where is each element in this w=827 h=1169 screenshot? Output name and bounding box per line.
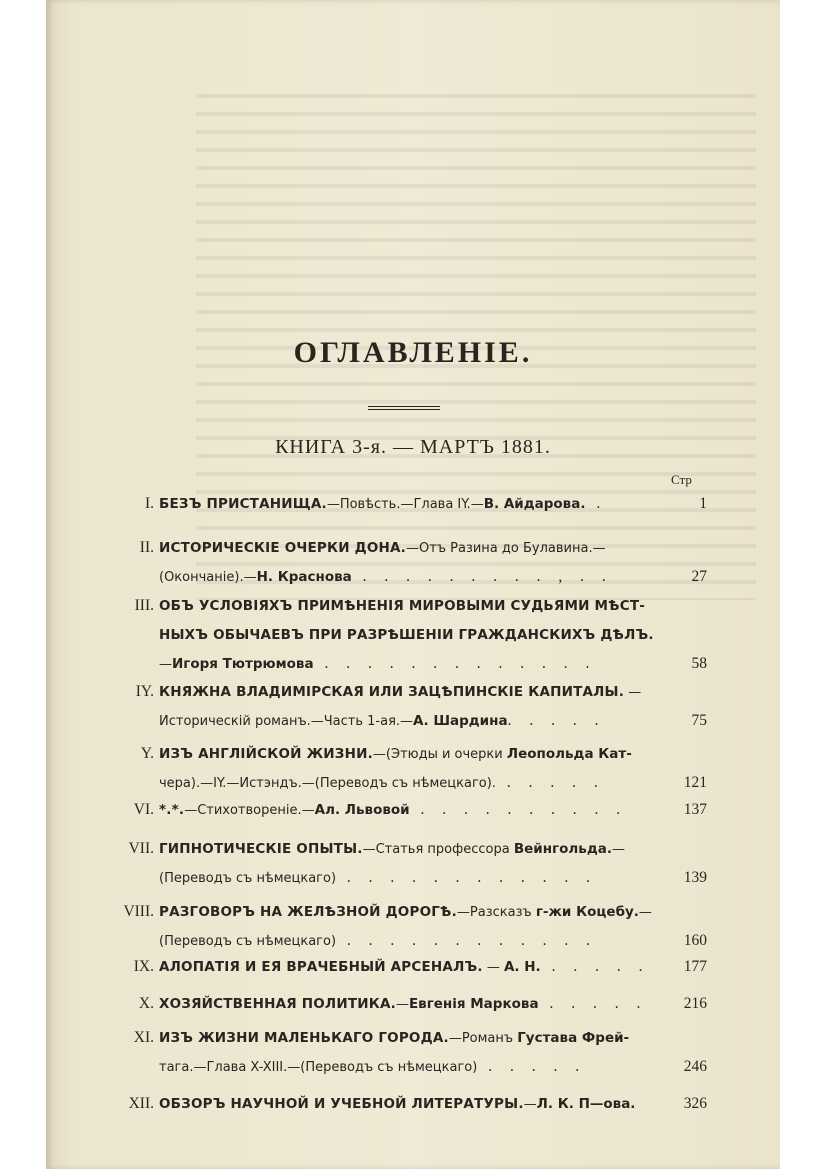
entry-description: —Разсказъ [456, 905, 536, 920]
toc-entry [106, 739, 716, 797]
entry-title: АЛОПАТІЯ И ЕЯ ВРАЧЕБНЫЙ АРСЕНАЛЪ. [159, 959, 483, 975]
leader-dots: . . . . . . . . . . [409, 801, 628, 818]
entry-page-number: 58 [691, 655, 707, 672]
entry-page-number: 1 [699, 495, 707, 512]
entry-author: А. Н. [503, 959, 541, 975]
entry-line [159, 562, 659, 592]
entry-number: I. [144, 495, 154, 512]
toc-entry [106, 489, 716, 518]
entry-description: (Переводъ съ нѣмецкаго) [159, 871, 337, 886]
entry-title: КНЯЖНА ВЛАДИМІРСКАЯ ИЛИ ЗАЦѢПИНСКІЕ КАПИТАЛЫ. [159, 684, 625, 700]
entry-title: ИЗЪ ЖИЗНИ МАЛЕНЬКАГО ГОРОДА. [159, 1030, 449, 1046]
entry-line [159, 677, 659, 707]
leader-dots: . . . . . [495, 774, 605, 791]
entry-line [159, 620, 659, 650]
entry-title: ГИПНОТИЧЕСКІЕ ОПЫТЫ. [159, 841, 363, 857]
leader-dots: . . . . . . . . . . . . [336, 932, 598, 949]
entry-page-number: 216 [683, 995, 707, 1012]
entry-title: *.*. [159, 802, 185, 818]
entry-title: ИЗЪ АНГЛІЙСКОЙ ЖИЗНИ. [159, 746, 373, 762]
entry-title: НЫХЪ ОБЫЧАЕВЪ ПРИ РАЗРѢШЕНІИ ГРАЖДАНСКИХЪ ДѢЛЪ. [159, 627, 654, 643]
leader-dots: . . . . . . . . . . . . . [313, 655, 597, 672]
entry-number: X. [138, 995, 154, 1012]
book-heading: КНИГА 3-я. — МАРТЪ 1881. [275, 436, 551, 458]
toc-entry [106, 834, 716, 892]
entry-line [159, 706, 659, 736]
entry-page-number: 177 [683, 958, 707, 975]
entry-title: ИСТОРИЧЕСКІЕ ОЧЕРКИ ДОНА. [159, 540, 407, 556]
entry-line [159, 1052, 659, 1082]
entry-number: IY. [135, 683, 154, 700]
entry-page-number: 160 [683, 932, 707, 949]
entry-author: Н. Краснова [256, 569, 352, 585]
entry-description: —(Этюды и очерки [372, 747, 507, 762]
entry-description: —Стихотвореніе.— [184, 803, 315, 818]
entry-page-number: 121 [683, 774, 707, 791]
entry-author: А. Шардина [413, 713, 508, 729]
entry-description: Историческій романъ.—Часть 1-ая.— [159, 714, 414, 729]
entry-line [159, 489, 659, 519]
entry-author: Густава Фрей- [517, 1030, 630, 1046]
entry-number: III. [134, 597, 154, 614]
entry-title: РАЗГОВОРЪ НА ЖЕЛѢЗНОЙ ДОРОГѢ. [159, 904, 457, 920]
entry-author: Леопольда Кат- [506, 746, 632, 762]
entry-title: ХОЗЯЙСТВЕННАЯ ПОЛИТИКА. [159, 996, 396, 1012]
entry-number: VIII. [123, 903, 154, 920]
leader-dots: . . . . . [477, 1058, 587, 1075]
leader-dots: . . . . . . . . . , . . [351, 568, 613, 585]
entry-author: Вейнгольда. [513, 841, 612, 857]
entry-description: —Романъ [448, 1031, 518, 1046]
entry-line [159, 1089, 659, 1119]
entry-author: Игоря Тютрюмова [172, 656, 314, 672]
entry-line [159, 834, 659, 864]
entry-line [159, 768, 659, 798]
entry-page-number: 139 [683, 869, 707, 886]
entry-number: VII. [128, 840, 154, 857]
entry-number: XI. [133, 1029, 154, 1046]
entry-description: —Статья профессора [362, 842, 514, 857]
entry-title: ОБЗОРЪ НАУЧНОЙ И УЧЕБНОЙ ЛИТЕРАТУРЫ. [159, 1096, 524, 1112]
entry-title: ОБЪ УСЛОВІЯХЪ ПРИМѢНЕНІЯ МИРОВЫМИ СУДЬЯМИ МѢСТ- [159, 598, 646, 614]
entry-author: Л. К. П—ова. [536, 1096, 636, 1112]
entry-description: чера).—IY.—Истэндъ.—(Переводъ съ нѣмецкаго). [159, 776, 496, 791]
entry-page-number: 326 [683, 1095, 707, 1112]
entry-line [159, 863, 659, 893]
entry-author: г-жи Коцебу. [535, 904, 639, 920]
toc-entry [106, 591, 716, 678]
entry-line [159, 897, 659, 927]
leader-dots: . . . . . [540, 958, 650, 975]
entry-number: II. [139, 539, 154, 556]
entry-description: — [624, 685, 642, 700]
entry-title: БЕЗЪ ПРИСТАНИЩА. [159, 496, 327, 512]
entry-line [159, 989, 659, 1019]
toc-entry [106, 897, 716, 955]
toc-entry [106, 677, 716, 735]
entry-line [159, 952, 659, 982]
toc-entry [106, 1023, 716, 1081]
page-column-label: Стр [671, 472, 692, 487]
entry-number: Y. [140, 745, 154, 762]
entry-description: — [159, 657, 172, 672]
entry-description: (Окончаніе).— [159, 570, 257, 585]
entry-description: — [395, 997, 409, 1012]
entry-description: — [482, 960, 504, 975]
entry-description: (Переводъ съ нѣмецкаго) [159, 934, 337, 949]
entry-number: XII. [128, 1095, 154, 1112]
entry-author: Евгенія Маркова [408, 996, 539, 1012]
leader-dots: . . . . . . . . . . . . [336, 869, 598, 886]
entry-description: тага.—Глава X-XIII.—(Переводъ съ нѣмецкаго) [159, 1060, 478, 1075]
entry-number: VI. [133, 801, 154, 818]
entry-author: Ал. Львовой [314, 802, 410, 818]
entry-line [159, 533, 659, 563]
page-title: ОГЛАВЛЕНІЕ. [293, 336, 533, 369]
entry-line [159, 649, 659, 679]
entry-author: В. Айдарова. [483, 496, 586, 512]
leader-dots: . . . . . [538, 995, 648, 1012]
entry-line [159, 739, 659, 769]
entry-page-number: 27 [691, 568, 707, 585]
entry-page-number: 246 [683, 1058, 707, 1075]
entry-description: —Повѣсть.—Глава IY.— [326, 497, 484, 512]
entry-page-number: 137 [683, 801, 707, 818]
entry-description: — [523, 1097, 537, 1112]
toc-entry [106, 989, 716, 1018]
book-page [46, 0, 780, 1169]
entry-dash: — [638, 905, 652, 920]
entry-description: —Отъ Разина до Булавина.— [406, 541, 606, 556]
entry-line [159, 591, 659, 621]
entry-line [159, 795, 659, 825]
title-divider [368, 406, 440, 410]
leader-dots: . . . . . [507, 712, 606, 729]
toc-entry [106, 952, 716, 981]
entry-dash: — [611, 842, 625, 857]
toc-entry [106, 533, 716, 591]
entry-number: IX. [133, 958, 154, 975]
toc-entry [106, 795, 716, 824]
entry-page-number: 75 [691, 712, 707, 729]
toc-entry [106, 1089, 716, 1118]
leader-dots: . [585, 495, 608, 512]
entry-line [159, 1023, 659, 1053]
